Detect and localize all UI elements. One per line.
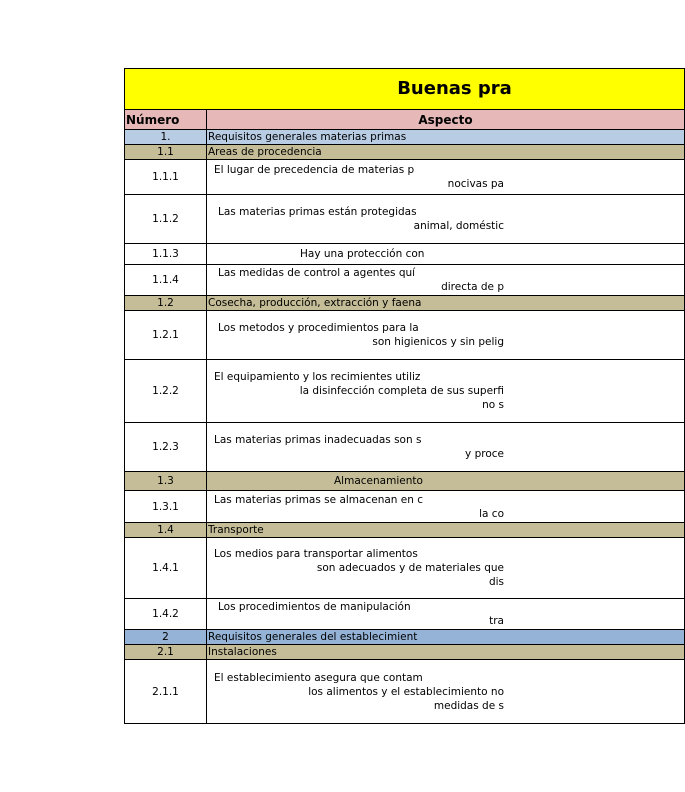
row-aspect-text: El equipamiento y los recimientes utiliz la disinfección completa de sus superfi no s [207,360,685,423]
row-aspect-text: Los procedimientos de manipulación tra [207,599,685,630]
table-row [125,195,685,244]
row-number: 1.2.2 [125,360,207,423]
row-aspect-text: El lugar de precedencia de materias p nocivas pa [207,160,685,195]
sub-row [125,645,685,660]
row-aspect-text: Los metodos y procedimientos para la son higienicos y sin pelig [207,311,685,360]
row-aspect-text: Hay una protección con [207,244,685,265]
row-number: 1.3.1 [125,491,207,523]
row-aspect-text: Cosecha, producción, extracción y faena [207,296,685,311]
blue2-row [125,630,685,645]
row-number: 1.4 [125,523,207,538]
header-aspecto: Aspecto [207,110,685,130]
table-row [125,599,685,630]
row-aspect-text: Los medios para transportar alimentos son adecuados y de materiales que dis [207,538,685,599]
row-number: 1.2.3 [125,423,207,472]
row-aspect-text: Almacenamiento [207,472,685,491]
row-number: 1.1.1 [125,160,207,195]
sheet-title-text: Buenas pra [397,78,512,99]
row-number: 1.1.3 [125,244,207,265]
table-row [125,491,685,523]
table-row [125,360,685,423]
table-row [125,423,685,472]
title-row [125,69,685,110]
header-row [125,110,685,130]
row-number: 1. [125,130,207,145]
row-number: 1.1.2 [125,195,207,244]
header-numero: Número [125,110,207,130]
spreadsheet-viewport [124,68,512,719]
row-aspect-text: Transporte [207,523,685,538]
section-row [125,130,685,145]
row-aspect-text: Las materias primas se almacenan en c la co [207,491,685,523]
row-aspect-text: Instalaciones [207,645,685,660]
row-number: 1.3 [125,472,207,491]
sub-row [125,296,685,311]
row-number: 1.1.4 [125,265,207,296]
row-number: 2.1 [125,645,207,660]
table-row [125,311,685,360]
checklist-table [124,68,685,724]
sheet-title [125,69,685,110]
row-number: 1.2 [125,296,207,311]
row-aspect-text: Requisitos generales del establecimient [207,630,685,645]
table-row [125,660,685,724]
row-aspect-text: Las medidas de control a agentes quí directa de p [207,265,685,296]
sub-row [125,472,685,491]
sub-row [125,145,685,160]
row-number: 1.4.2 [125,599,207,630]
row-number: 1.4.1 [125,538,207,599]
table-row [125,265,685,296]
row-aspect-text: Requisitos generales materias primas [207,130,685,145]
table-row [125,538,685,599]
table-row [125,160,685,195]
row-number: 1.2.1 [125,311,207,360]
row-aspect-text: El establecimiento asegura que contam los alimentos y el establecimiento no medidas de s [207,660,685,724]
row-number: 2 [125,630,207,645]
row-number: 1.1 [125,145,207,160]
sub-row [125,523,685,538]
row-number: 2.1.1 [125,660,207,724]
table-row [125,244,685,265]
row-aspect-text: Las materias primas están protegidas animal, doméstic [207,195,685,244]
row-aspect-text: Las materias primas inadecuadas son s y proce [207,423,685,472]
row-aspect-text: Areas de procedencia [207,145,685,160]
